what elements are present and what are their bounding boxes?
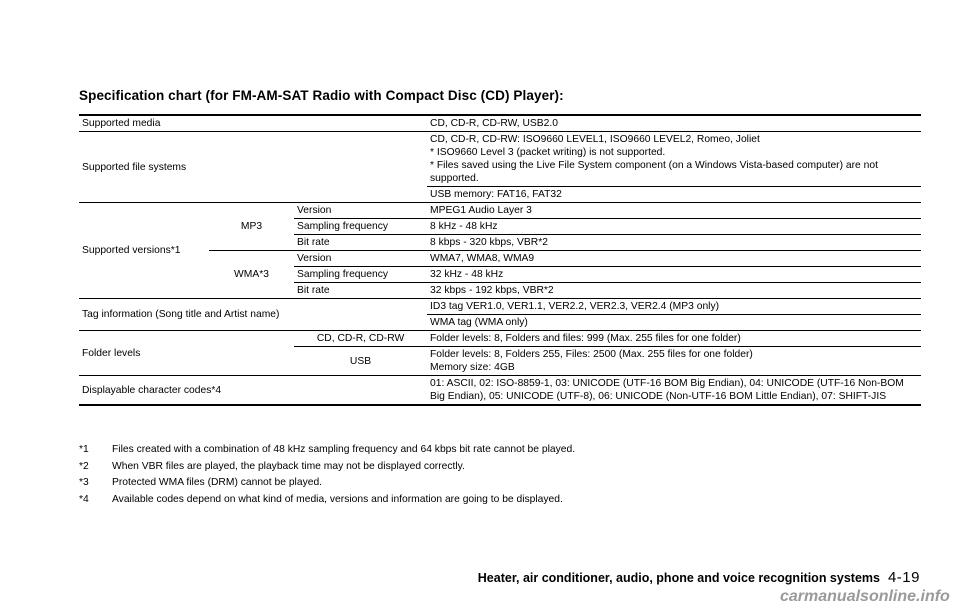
sub-label: WMA*3 xyxy=(209,251,294,299)
sub-label: Bit rate xyxy=(294,235,427,251)
watermark: carmanualsonline.info xyxy=(780,588,950,605)
footnote-text: Files created with a combination of 48 kHz sampling frequency and 64 kbps bit rate cannot be played. xyxy=(112,444,576,455)
row-label: Supported media xyxy=(82,118,161,129)
row-value: 32 kHz - 48 kHz xyxy=(427,267,921,283)
table-row xyxy=(79,203,921,219)
value-line: * Files saved using the Live File System component (on a Windows Vista-based computer) are not supported. xyxy=(430,160,878,184)
footnotes xyxy=(79,442,575,508)
table-row xyxy=(79,376,921,406)
row-value: 32 kbps - 192 kbps, VBR*2 xyxy=(427,283,921,299)
sub-label: Bit rate xyxy=(294,283,427,299)
value-line: Memory size: 4GB xyxy=(430,362,515,373)
footnote-text: Protected WMA files (DRM) cannot be played. xyxy=(112,477,323,488)
sub-label: Version xyxy=(294,203,427,219)
value-line: Folder levels: 8, Folders 255, Files: 2500 (Max. 255 files for one folder) xyxy=(430,349,753,360)
page-footer xyxy=(0,569,920,587)
table-row xyxy=(79,331,921,347)
row-label: Folder levels xyxy=(79,331,294,376)
row-value: 8 kHz - 48 kHz xyxy=(427,219,921,235)
page-number: 4-19 xyxy=(887,569,920,586)
sub-label: Sampling frequency xyxy=(294,267,427,283)
row-value xyxy=(427,347,921,376)
sub-label: MP3 xyxy=(209,203,294,251)
row-value: USB memory: FAT16, FAT32 xyxy=(427,187,921,203)
footnote-text: When VBR files are played, the playback time may not be displayed correctly. xyxy=(112,460,465,472)
footnote-mark: *1 xyxy=(79,444,89,455)
row-value: MPEG1 Audio Layer 3 xyxy=(427,203,921,219)
row-label: Tag information (Song title and Artist name) xyxy=(79,299,427,331)
row-value: 01: ASCII, 02: ISO-8859-1, 03: UNICODE (UTF-16 BOM Big Endian), 04: UNICODE (UTF-16 Non-BOM Big Endian), 05: UNICODE (UTF-8), 06: UNICODE (Non-UTF-16 BOM Little Endian), 07: SHIFT-JIS xyxy=(427,376,921,406)
value-line: CD, CD-R, CD-RW: ISO9660 LEVEL1, ISO9660 LEVEL2, Romeo, Joliet xyxy=(430,134,760,145)
row-label: Supported file systems xyxy=(79,132,427,203)
footnote xyxy=(79,492,575,509)
footnote-mark: *2 xyxy=(79,460,89,472)
row-value: CD, CD-R, CD-RW, USB2.0 xyxy=(430,118,558,129)
sub-label: Version xyxy=(294,251,427,267)
row-value: WMA7, WMA8, WMA9 xyxy=(427,251,921,267)
section-title: Heater, air conditioner, audio, phone and voice recognition systems xyxy=(477,571,880,585)
table-row xyxy=(79,132,921,187)
sub-label: USB xyxy=(294,347,427,376)
page-title: Specification chart (for FM-AM-SAT Radio with Compact Disc (CD) Player): xyxy=(79,88,564,103)
footnote xyxy=(79,459,575,476)
footnote-text: Available codes depend on what kind of media, versions and information are going to be displayed. xyxy=(112,493,563,505)
value-line: * ISO9660 Level 3 (packet writing) is not supported. xyxy=(430,147,666,158)
sub-label: Sampling frequency xyxy=(294,219,427,235)
sub-label: CD, CD-R, CD-RW xyxy=(294,331,427,347)
specification-table xyxy=(79,114,921,406)
row-value: 8 kbps - 320 kbps, VBR*2 xyxy=(427,235,921,251)
table-row xyxy=(79,299,921,315)
footnote xyxy=(79,475,575,492)
footnote-mark: *4 xyxy=(79,493,89,505)
footnote xyxy=(79,442,575,459)
table-row xyxy=(79,115,921,132)
row-label: Displayable character codes*4 xyxy=(79,376,427,406)
row-value: Folder levels: 8, Folders and files: 999 (Max. 255 files for one folder) xyxy=(427,331,921,347)
row-value xyxy=(427,132,921,187)
row-value: WMA tag (WMA only) xyxy=(427,315,921,331)
row-label: Supported versions*1 xyxy=(79,203,209,299)
row-value: ID3 tag VER1.0, VER1.1, VER2.2, VER2.3, VER2.4 (MP3 only) xyxy=(427,299,921,315)
footnote-mark: *3 xyxy=(79,477,89,488)
